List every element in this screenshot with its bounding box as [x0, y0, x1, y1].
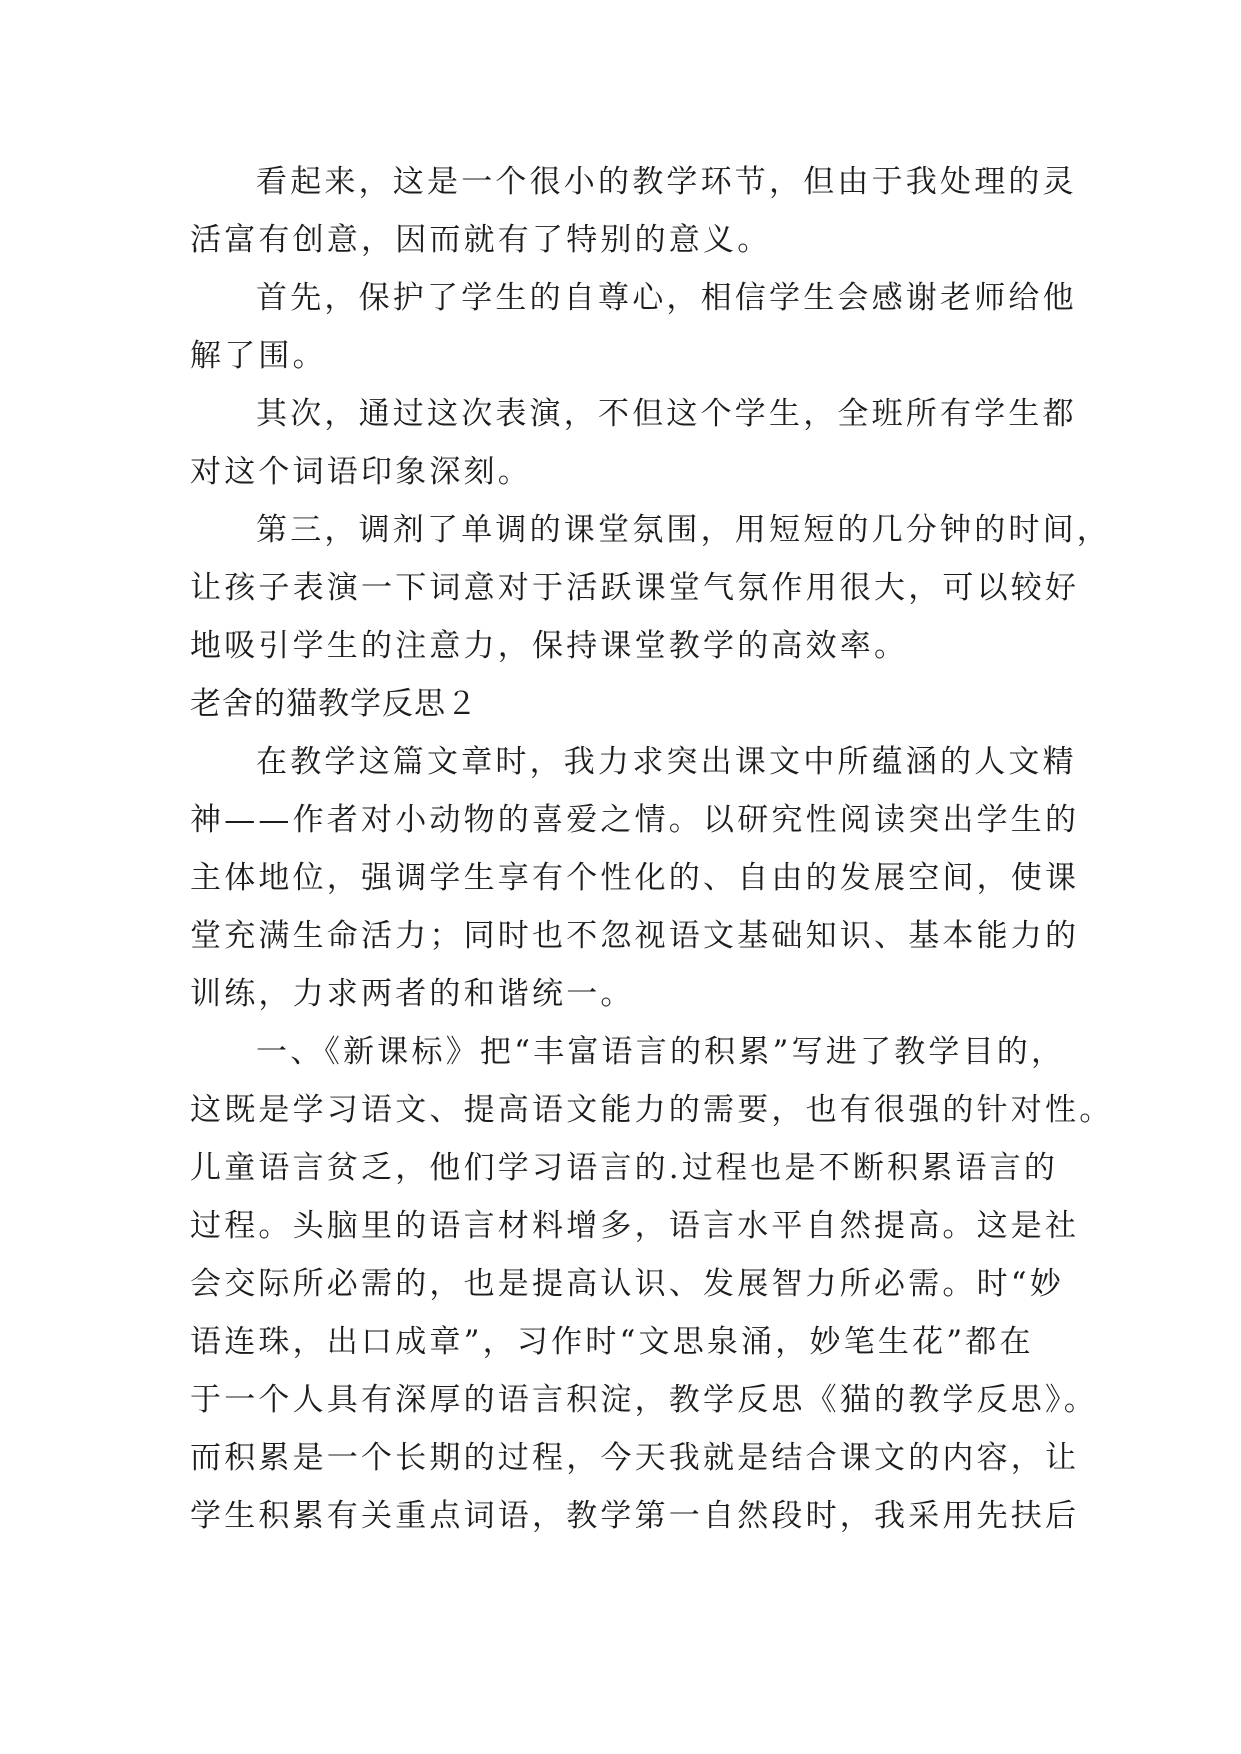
paragraph-line: 其次，通过这次表演，不但这个学生，全班所有学生都 [256, 396, 1077, 432]
paragraph-line: 神——作者对小动物的喜爱之情。以研究性阅读突出学生的 [190, 802, 1080, 838]
paragraph-line: 堂充满生命活力；同时也不忽视语文基础知识、基本能力的 [190, 918, 1080, 954]
paragraph-line: 这既是学习语文、提高语文能力的需要，也有很强的针对性。 [190, 1092, 1114, 1128]
paragraph-line: 地吸引学生的注意力，保持课堂教学的高效率。 [190, 628, 909, 664]
paragraph-line: 主体地位，强调学生享有个性化的、自由的发展空间，使课 [190, 860, 1080, 896]
paragraph-line: 一、《新课标》把“丰富语言的积累”写进了教学目的， [256, 1034, 1066, 1070]
paragraph-line: 过程。头脑里的语言材料增多，语言水平自然提高。这是社 [190, 1208, 1080, 1244]
paragraph-line: 看起来，这是一个很小的教学环节，但由于我处理的灵 [256, 164, 1077, 200]
paragraph-line: 语连珠，出口成章”，习作时“文思泉涌，妙笔生花”都在 [190, 1324, 1034, 1360]
paragraph-line: 让孩子表演一下词意对于活跃课堂气氛作用很大，可以较好 [190, 570, 1080, 606]
section-heading: 老舍的猫教学反思２ [190, 686, 478, 722]
paragraph-line: 活富有创意，因而就有了特别的意义。 [190, 222, 772, 258]
paragraph-line: 儿童语言贫乏，他们学习语言的.过程也是不断积累语言的 [190, 1150, 1059, 1186]
paragraph-line: 解了围。 [190, 338, 327, 374]
paragraph-line: 首先，保护了学生的自尊心，相信学生会感谢老师给他 [256, 280, 1077, 316]
paragraph-line: 训练，力求两者的和谐统一。 [190, 976, 635, 1012]
paragraph-line: 会交际所必需的，也是提高认识、发展智力所必需。时“妙 [190, 1266, 1065, 1302]
paragraph-line: 学生积累有关重点词语，教学第一自然段时，我采用先扶后 [190, 1498, 1080, 1534]
paragraph-line: 而积累是一个长期的过程，今天我就是结合课文的内容，让 [190, 1440, 1080, 1476]
paragraph-line: 第三，调剂了单调的课堂氛围，用短短的几分钟的时间， [256, 512, 1111, 548]
paragraph-line: 于一个人具有深厚的语言积淀，教学反思《猫的教学反思》。 [190, 1382, 1098, 1418]
paragraph-line: 在教学这篇文章时，我力求突出课文中所蕴涵的人文精 [256, 744, 1077, 780]
paragraph-line: 对这个词语印象深刻。 [190, 454, 532, 490]
